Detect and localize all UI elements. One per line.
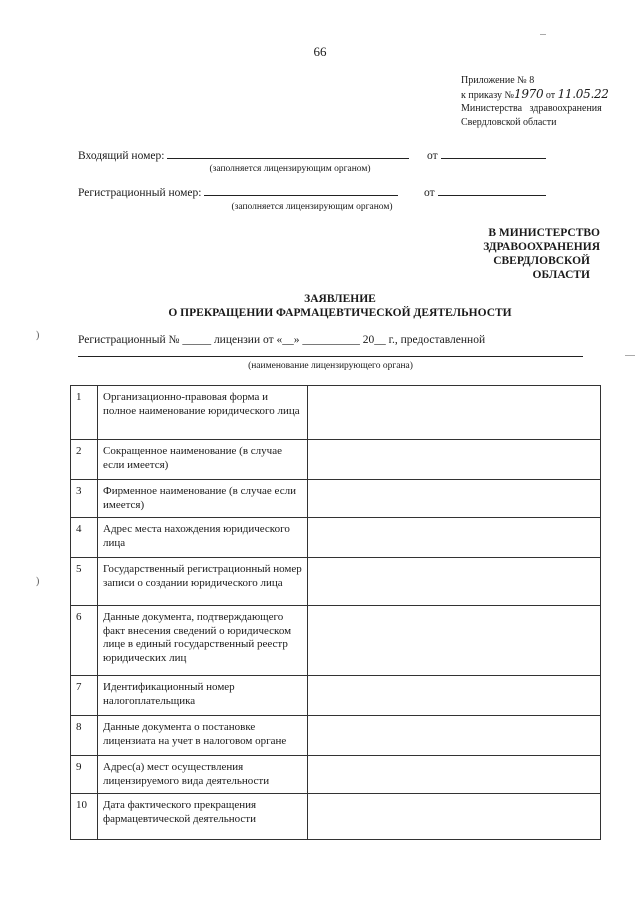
title-line-2: О ПРЕКРАЩЕНИИ ФАРМАЦЕВТИЧЕСКОЙ ДЕЯТЕЛЬНОСТИ bbox=[168, 307, 512, 319]
registration-date-row bbox=[424, 187, 546, 199]
appendix-order-prefix: к приказу № bbox=[461, 89, 514, 101]
row-label: Организационно-правовая форма и полное наименование юридического лица bbox=[98, 386, 308, 440]
table-row bbox=[71, 480, 601, 518]
margin-mark-2: ) bbox=[36, 576, 40, 587]
row-value-field[interactable] bbox=[308, 558, 601, 606]
margin-mark-1: ) bbox=[36, 330, 40, 341]
incoming-date-row bbox=[427, 150, 546, 162]
table-row bbox=[71, 518, 601, 558]
recipient-line-2: ЗДРАВООХРАНЕНИЯ bbox=[483, 241, 600, 253]
row-number: 8 bbox=[71, 716, 98, 756]
row-number: 10 bbox=[71, 794, 98, 840]
row-value-field[interactable] bbox=[308, 518, 601, 558]
incoming-number-label: Входящий номер: bbox=[78, 150, 165, 162]
row-value-field[interactable] bbox=[308, 756, 601, 794]
incoming-number-field[interactable] bbox=[167, 157, 409, 159]
appendix-line-3: Министерства здравоохранения bbox=[461, 103, 602, 114]
licensing-body-hint: (наименование лицензирующего органа) bbox=[248, 361, 413, 371]
row-label: Адрес места нахождения юридического лица bbox=[98, 518, 308, 558]
row-number: 1 bbox=[71, 386, 98, 440]
table-row bbox=[71, 794, 601, 840]
appendix-order-date: 11.05.22 bbox=[557, 86, 609, 101]
row-value-field[interactable] bbox=[308, 386, 601, 440]
row-number: 7 bbox=[71, 676, 98, 716]
recipient-line-4: ОБЛАСТИ bbox=[532, 269, 590, 281]
registration-number-label: Регистрационный номер: bbox=[78, 187, 202, 199]
table-row bbox=[71, 386, 601, 440]
title-line-1: ЗАЯВЛЕНИЕ bbox=[304, 293, 376, 305]
table-row bbox=[71, 716, 601, 756]
row-label: Идентификационный номер налогоплательщика bbox=[98, 676, 308, 716]
page-number: 66 bbox=[313, 44, 327, 59]
appendix-line-2 bbox=[461, 88, 609, 103]
recipient-line-1: В МИНИСТЕРСТВО bbox=[488, 227, 600, 239]
incoming-date-field[interactable] bbox=[441, 157, 546, 159]
row-number: 2 bbox=[71, 440, 98, 480]
row-number: 6 bbox=[71, 606, 98, 676]
row-number: 4 bbox=[71, 518, 98, 558]
row-number: 5 bbox=[71, 558, 98, 606]
margin-dash bbox=[625, 355, 635, 356]
row-label: Фирменное наименование (в случае если имеется) bbox=[98, 480, 308, 518]
incoming-number-row bbox=[78, 150, 409, 162]
row-value-field[interactable] bbox=[308, 716, 601, 756]
recipient-block bbox=[440, 226, 600, 282]
registration-number-row bbox=[78, 187, 398, 199]
row-value-field[interactable] bbox=[308, 480, 601, 518]
row-value-field[interactable] bbox=[308, 676, 601, 716]
table-row bbox=[71, 756, 601, 794]
row-label: Данные документа, подтверждающего факт внесения сведений о юридическом лице в единый государственный реестр юридических лиц bbox=[98, 606, 308, 676]
appendix-line-1: Приложение № 8 bbox=[461, 75, 535, 86]
row-label: Данные документа о постановке лицензиата на учет в налоговом органе bbox=[98, 716, 308, 756]
appendix-order-number: 1970 bbox=[514, 86, 544, 101]
table-row bbox=[71, 676, 601, 716]
appendix-line-4: Свердловской области bbox=[461, 116, 557, 128]
row-value-field[interactable] bbox=[308, 440, 601, 480]
registration-date-field[interactable] bbox=[438, 194, 546, 196]
row-label: Дата фактического прекращения фармацевтической деятельности bbox=[98, 794, 308, 840]
recipient-line-3: СВЕРДЛОВСКОЙ bbox=[493, 255, 590, 267]
incoming-date-label: от bbox=[427, 150, 438, 162]
table-row bbox=[71, 558, 601, 606]
registration-hint: (заполняется лицензирующим органом) bbox=[231, 202, 393, 212]
registration-number-field[interactable] bbox=[204, 194, 398, 196]
licensing-body-field[interactable] bbox=[78, 356, 583, 357]
table-row bbox=[71, 606, 601, 676]
table-row bbox=[71, 440, 601, 480]
license-line: Регистрационный № _____ лицензии от «__» __________ 20__ г., предоставленной bbox=[78, 334, 486, 346]
incoming-hint: (заполняется лицензирующим органом) bbox=[209, 164, 371, 174]
corner-dash bbox=[540, 34, 546, 35]
row-number: 3 bbox=[71, 480, 98, 518]
appendix-order-from: от bbox=[545, 89, 556, 101]
row-label: Государственный регистрационный номер записи о создании юридического лица bbox=[98, 558, 308, 606]
row-number: 9 bbox=[71, 756, 98, 794]
row-value-field[interactable] bbox=[308, 606, 601, 676]
row-label: Сокращенное наименование (в случае если имеется) bbox=[98, 440, 308, 480]
registration-date-label: от bbox=[424, 187, 435, 199]
application-table bbox=[70, 385, 601, 840]
row-value-field[interactable] bbox=[308, 794, 601, 840]
row-label: Адрес(а) мест осуществления лицензируемого вида деятельности bbox=[98, 756, 308, 794]
document-title bbox=[0, 292, 640, 320]
appendix-note bbox=[461, 74, 609, 129]
